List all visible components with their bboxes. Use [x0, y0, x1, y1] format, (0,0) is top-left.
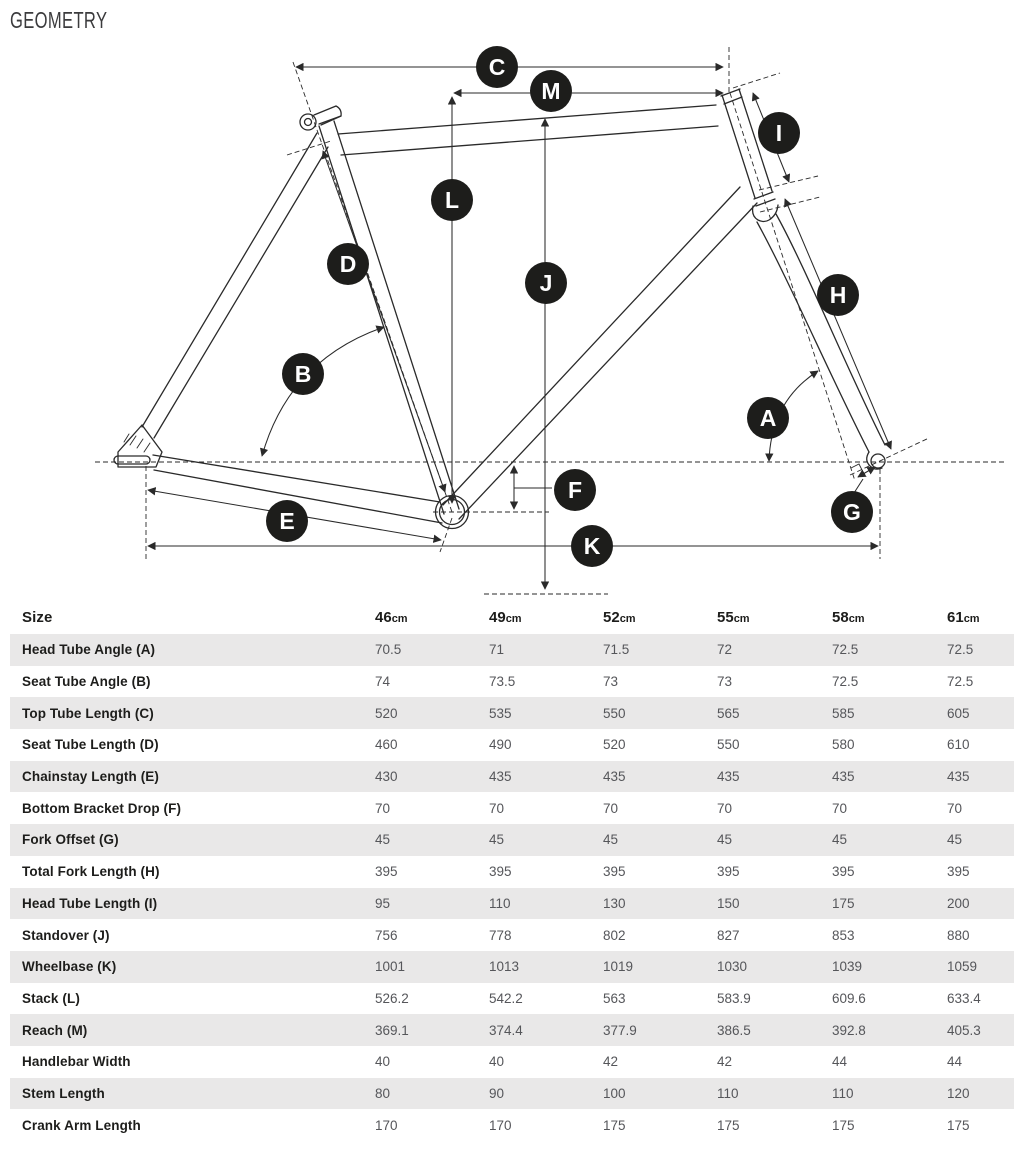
cell-value: 175 [832, 895, 855, 911]
cell-value: 778 [489, 927, 512, 943]
cell-value: 1013 [489, 959, 520, 975]
cell-value: 110 [832, 1085, 854, 1101]
cell-value: 150 [717, 895, 740, 911]
cell-value: 73 [717, 674, 733, 690]
row-label: Wheelbase (K) [22, 959, 117, 975]
callout-F [554, 469, 596, 511]
cell-value: 435 [717, 769, 740, 785]
bike-frame [114, 89, 885, 529]
table-header-row [10, 601, 1014, 634]
cell-value: 72.5 [947, 674, 974, 690]
cell-value: 74 [375, 674, 391, 690]
table-row [10, 983, 1014, 1015]
cell-value: 609.6 [832, 990, 866, 1006]
row-label: Crank Arm Length [22, 1117, 141, 1133]
callout-H [817, 274, 859, 316]
cell-value: 70 [375, 800, 391, 816]
cell-value: 45 [603, 832, 619, 848]
cell-value: 542.2 [489, 990, 523, 1006]
cell-value: 610 [947, 737, 970, 753]
row-label: Handlebar Width [22, 1054, 131, 1070]
cell-value: 70 [603, 800, 619, 816]
table-row [10, 919, 1014, 951]
cell-value: 395 [603, 864, 626, 880]
cell-value: 435 [603, 769, 626, 785]
cell-value: 435 [489, 769, 512, 785]
cell-value: 44 [947, 1054, 963, 1070]
cell-value: 72.5 [832, 642, 859, 658]
cell-value: 1039 [832, 959, 863, 975]
cell-value: 70 [947, 800, 963, 816]
cell-value: 395 [832, 864, 855, 880]
row-label: Stack (L) [22, 990, 80, 1006]
table-row [10, 1014, 1014, 1046]
page-title: GEOMETRY [10, 7, 108, 33]
cell-value: 1030 [717, 959, 748, 975]
cell-value: 90 [489, 1085, 505, 1101]
table-row [10, 634, 1014, 666]
cell-value: 550 [603, 705, 626, 721]
cell-value: 73 [603, 674, 619, 690]
cell-value: 45 [717, 832, 733, 848]
callout-A [747, 397, 789, 439]
cell-value: 72.5 [947, 642, 974, 658]
cell-value: 853 [832, 927, 855, 943]
cell-value: 45 [832, 832, 848, 848]
table-row [10, 792, 1014, 824]
cell-value: 45 [375, 832, 391, 848]
cell-value: 520 [375, 705, 398, 721]
cell-value: 45 [947, 832, 963, 848]
row-label: Bottom Bracket Drop (F) [22, 800, 182, 816]
cell-value: 130 [603, 895, 626, 911]
cell-value: 175 [947, 1117, 970, 1133]
cell-value: 100 [603, 1085, 626, 1101]
table-row [10, 761, 1014, 793]
cell-value: 880 [947, 927, 970, 943]
cell-value: 395 [489, 864, 512, 880]
cell-value: 374.4 [489, 1022, 523, 1038]
cell-value: 1019 [603, 959, 634, 975]
cell-value: 175 [603, 1117, 626, 1133]
column-header-size: Size [22, 609, 53, 626]
cell-value: 526.2 [375, 990, 409, 1006]
svg-text:K: K [583, 533, 601, 559]
table-row [10, 888, 1014, 920]
row-label: Top Tube Length (C) [22, 705, 154, 721]
cell-value: 110 [489, 895, 511, 911]
cell-value: 585 [832, 705, 855, 721]
cell-value: 71 [489, 642, 505, 658]
row-label: Fork Offset (G) [22, 832, 119, 848]
callout-J [525, 262, 567, 304]
column-header-size-46: 46cm [375, 609, 408, 626]
svg-text:G: G [843, 499, 861, 525]
table-row [10, 1109, 1014, 1141]
cell-value: 395 [717, 864, 740, 880]
svg-text:B: B [294, 361, 312, 387]
cell-value: 175 [832, 1117, 855, 1133]
svg-text:E: E [279, 508, 295, 534]
cell-value: 377.9 [603, 1022, 637, 1038]
cell-value: 170 [489, 1117, 512, 1133]
cell-value: 392.8 [832, 1022, 866, 1038]
cell-value: 1059 [947, 959, 978, 975]
table-row [10, 951, 1014, 983]
row-label: Seat Tube Angle (B) [22, 674, 151, 690]
callout-B [282, 353, 324, 395]
cell-value: 633.4 [947, 990, 981, 1006]
cell-value: 430 [375, 769, 398, 785]
column-header-size-58: 58cm [832, 609, 865, 626]
callout-E [266, 500, 308, 542]
cell-value: 605 [947, 705, 970, 721]
cell-value: 565 [717, 705, 740, 721]
row-label: Head Tube Angle (A) [22, 642, 156, 658]
cell-value: 827 [717, 927, 740, 943]
cell-value: 460 [375, 737, 398, 753]
cell-value: 580 [832, 737, 855, 753]
row-label: Chainstay Length (E) [22, 769, 160, 785]
cell-value: 520 [603, 737, 626, 753]
svg-text:L: L [444, 187, 460, 213]
cell-value: 70 [489, 800, 505, 816]
cell-value: 490 [489, 737, 512, 753]
cell-value: 45 [489, 832, 505, 848]
cell-value: 583.9 [717, 990, 751, 1006]
callout-L [431, 179, 473, 221]
table-row [10, 666, 1014, 698]
callout-K [571, 525, 613, 567]
column-header-size-49: 49cm [489, 609, 522, 626]
table-row [10, 824, 1014, 856]
cell-value: 40 [489, 1054, 505, 1070]
svg-text:H: H [829, 282, 847, 308]
geometry-table [10, 601, 1014, 1141]
table-row [10, 697, 1014, 729]
cell-value: 80 [375, 1085, 391, 1101]
cell-value: 563 [603, 990, 626, 1006]
cell-value: 395 [947, 864, 970, 880]
cell-value: 1001 [375, 959, 406, 975]
cell-value: 70.5 [375, 642, 402, 658]
cell-value: 71.5 [603, 642, 630, 658]
column-header-size-52: 52cm [603, 609, 636, 626]
table-row [10, 1046, 1014, 1078]
cell-value: 44 [832, 1054, 848, 1070]
cell-value: 550 [717, 737, 740, 753]
column-header-size-61: 61cm [947, 609, 980, 626]
cell-value: 175 [717, 1117, 740, 1133]
callout-D [327, 243, 369, 285]
svg-text:I: I [775, 120, 783, 146]
svg-text:J: J [539, 270, 553, 296]
callout-G [831, 491, 873, 533]
cell-value: 170 [375, 1117, 398, 1133]
cell-value: 386.5 [717, 1022, 751, 1038]
cell-value: 405.3 [947, 1022, 981, 1038]
cell-value: 435 [832, 769, 855, 785]
cell-value: 200 [947, 895, 970, 911]
cell-value: 70 [832, 800, 848, 816]
cell-value: 42 [603, 1054, 619, 1070]
cell-value: 802 [603, 927, 626, 943]
callout-I [758, 112, 800, 154]
table-row [10, 856, 1014, 888]
row-label: Standover (J) [22, 927, 110, 943]
svg-text:F: F [567, 477, 583, 503]
cell-value: 535 [489, 705, 512, 721]
table-row [10, 729, 1014, 761]
callout-M [530, 70, 572, 112]
row-label: Head Tube Length (I) [22, 895, 158, 911]
table-row [10, 1078, 1014, 1110]
cell-value: 72.5 [832, 674, 859, 690]
svg-text:D: D [339, 251, 357, 277]
cell-value: 73.5 [489, 674, 516, 690]
cell-value: 95 [375, 895, 391, 911]
cell-value: 756 [375, 927, 398, 943]
svg-text:M: M [541, 78, 561, 104]
cell-value: 70 [717, 800, 733, 816]
cell-value: 110 [717, 1085, 739, 1101]
row-label: Stem Length [22, 1085, 105, 1101]
row-label: Seat Tube Length (D) [22, 737, 159, 753]
cell-value: 72 [717, 642, 733, 658]
column-header-size-55: 55cm [717, 609, 750, 626]
cell-value: 395 [375, 864, 398, 880]
cell-value: 369.1 [375, 1022, 409, 1038]
cell-value: 42 [717, 1054, 733, 1070]
row-label: Total Fork Length (H) [22, 864, 160, 880]
callout-C [476, 46, 518, 88]
svg-text:A: A [759, 405, 777, 431]
cell-value: 120 [947, 1085, 970, 1101]
row-label: Reach (M) [22, 1022, 88, 1038]
cell-value: 435 [947, 769, 970, 785]
svg-text:C: C [488, 54, 506, 80]
cell-value: 40 [375, 1054, 391, 1070]
